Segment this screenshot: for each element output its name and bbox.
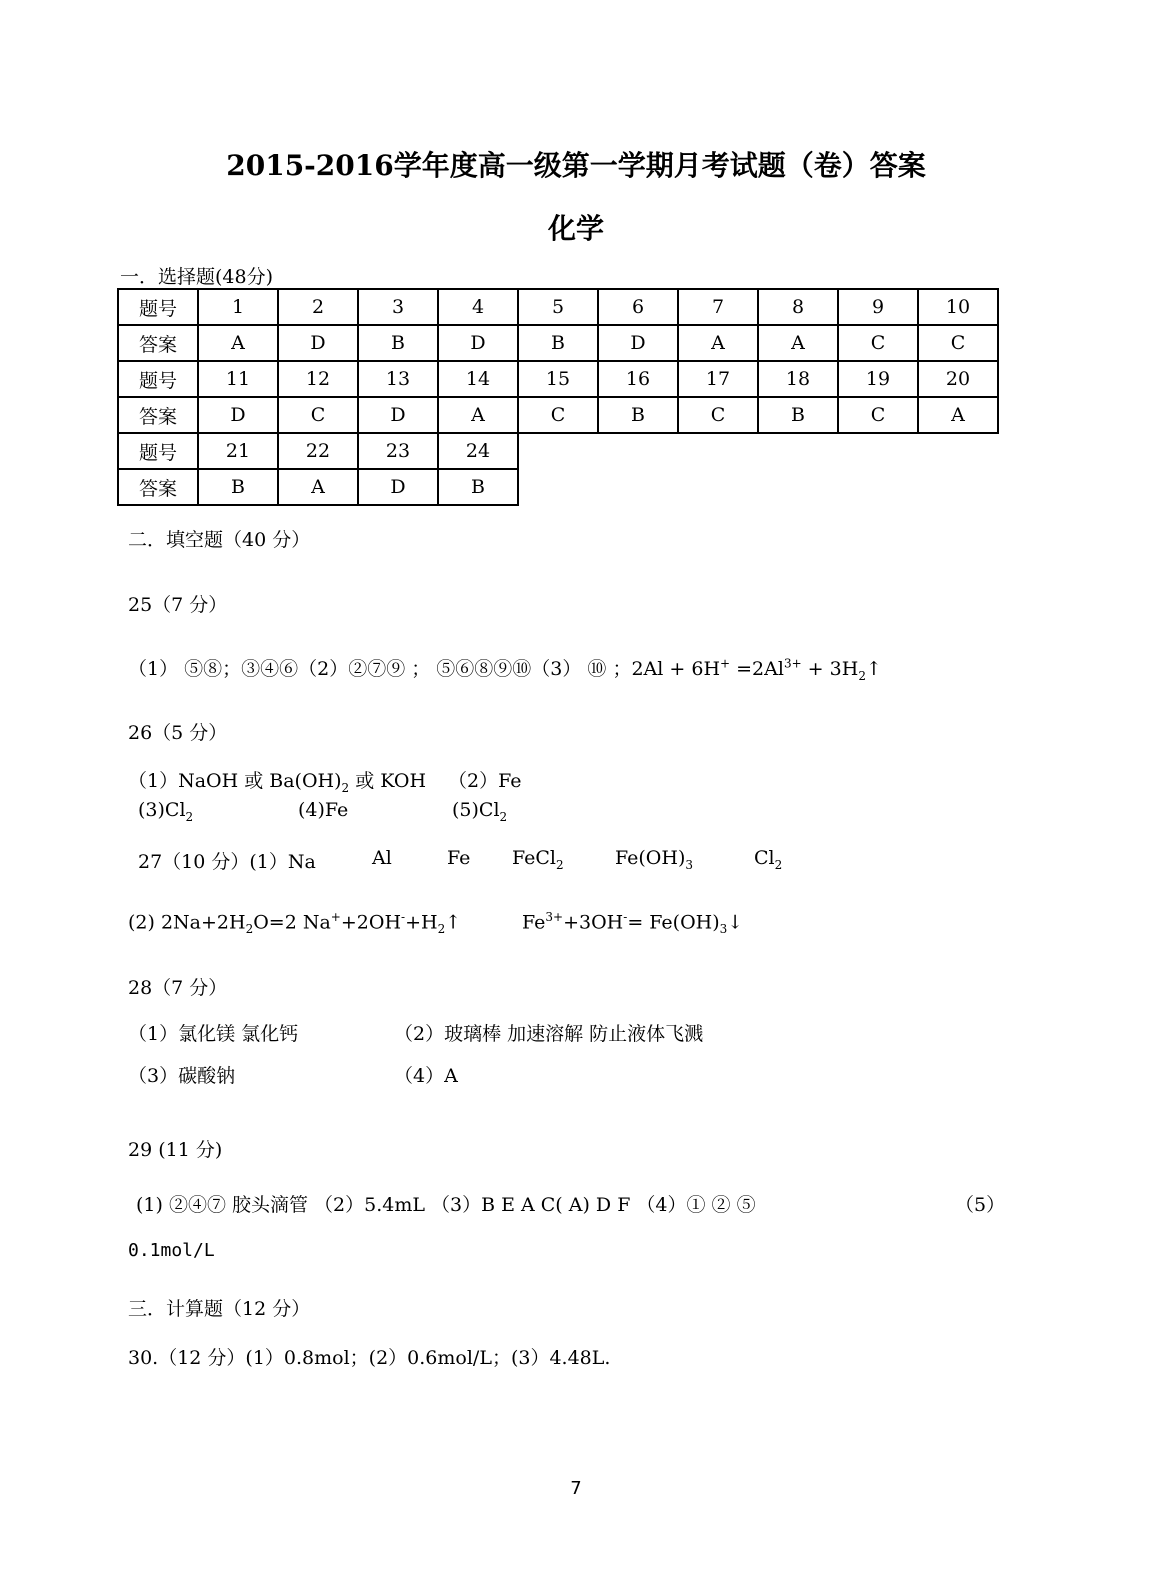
eq-part: +H bbox=[405, 911, 438, 934]
eq-part: O=2 Na bbox=[253, 911, 331, 934]
table-row bbox=[118, 433, 998, 469]
question-number: 9 bbox=[838, 289, 918, 325]
q29-label: 29 (11 分) bbox=[128, 1139, 223, 1161]
row-label-question: 题号 bbox=[118, 289, 198, 325]
page-number: 7 bbox=[570, 1478, 582, 1499]
answer-cell: B bbox=[198, 469, 278, 505]
q25-answer-part: （1） ⑤⑧；③④⑥（2）②⑦⑨ ； ⑤⑥⑧⑨⑩（3） ⑩ ；2Al + 6H bbox=[128, 658, 721, 680]
eq-part: ↓ bbox=[727, 911, 744, 934]
question-number: 24 bbox=[438, 433, 518, 469]
table-row bbox=[118, 361, 998, 397]
section2-heading: 二．填空题（40 分） bbox=[128, 529, 311, 551]
q30-answer: 30.（12 分）(1）0.8mol；(2）0.6mol/L；(3）4.48L. bbox=[128, 1347, 611, 1369]
row-label-answer: 答案 bbox=[118, 469, 198, 505]
row-label-question: 题号 bbox=[118, 361, 198, 397]
q28-answer-4: （4）A bbox=[394, 1065, 458, 1087]
answer-cell: B bbox=[598, 397, 678, 433]
eq-part: +3OH bbox=[563, 911, 624, 934]
q25-answer-part: + 3H bbox=[801, 658, 859, 680]
subscript: 3 bbox=[685, 857, 693, 872]
q27-fe: Fe bbox=[447, 847, 471, 869]
superscript: 3+ bbox=[783, 656, 802, 671]
q27-fecl2 bbox=[512, 847, 564, 872]
question-number: 6 bbox=[598, 289, 678, 325]
question-number: 14 bbox=[438, 361, 518, 397]
row-label-answer: 答案 bbox=[118, 325, 198, 361]
superscript: 3+ bbox=[545, 910, 564, 924]
subscript: 2 bbox=[774, 857, 783, 872]
answer-cell: A bbox=[198, 325, 278, 361]
question-number: 15 bbox=[518, 361, 598, 397]
question-number: 1 bbox=[198, 289, 278, 325]
answer-cell: D bbox=[358, 469, 438, 505]
q29-answer-5-value: 0.1mol/L bbox=[128, 1240, 215, 1261]
subscript: 2 bbox=[437, 922, 446, 937]
q29-answer-line: (1) ②④⑦ 胶头滴管 （2）5.4mL （3）B E A C( A) D F （4）① ② ⑤ bbox=[136, 1194, 756, 1216]
empty-cell bbox=[918, 433, 998, 469]
answer-cell: B bbox=[438, 469, 518, 505]
answer-table bbox=[117, 288, 999, 506]
q26-answer-4: (4)Fe bbox=[298, 799, 349, 821]
answer-cell: D bbox=[198, 397, 278, 433]
q26-answer-3 bbox=[138, 799, 193, 824]
superscript: + bbox=[330, 910, 341, 924]
question-number: 8 bbox=[758, 289, 838, 325]
q25-answer-part: ↑ bbox=[865, 658, 882, 680]
empty-cell bbox=[518, 469, 598, 505]
answer-cell: B bbox=[758, 397, 838, 433]
question-number: 10 bbox=[918, 289, 998, 325]
q28-answer-1: （1）氯化镁 氯化钙 bbox=[128, 1023, 299, 1045]
answer-cell: C bbox=[838, 325, 918, 361]
answer-cell: C bbox=[838, 397, 918, 433]
empty-cell bbox=[678, 469, 758, 505]
answer-cell: A bbox=[758, 325, 838, 361]
superscript: - bbox=[401, 910, 406, 924]
question-number: 19 bbox=[838, 361, 918, 397]
q26-answer-1: （1）NaOH 或 Ba(OH) bbox=[128, 770, 342, 792]
q27-equation-1 bbox=[128, 910, 461, 936]
section1-heading: 一．选择题(48分) bbox=[120, 266, 274, 288]
q27-feoh3 bbox=[615, 847, 693, 872]
eq-part: Fe bbox=[522, 911, 546, 934]
q26-answer-5 bbox=[452, 799, 507, 824]
subscript: 2 bbox=[341, 780, 350, 795]
table-row bbox=[118, 289, 998, 325]
q27-label: 27（10 分）(1）Na bbox=[138, 851, 316, 873]
answer-cell: A bbox=[678, 325, 758, 361]
q25-answer bbox=[128, 654, 882, 683]
subscript: 3 bbox=[719, 922, 728, 937]
answer-cell: D bbox=[358, 397, 438, 433]
question-number: 4 bbox=[438, 289, 518, 325]
q28-label: 28（7 分） bbox=[128, 977, 228, 999]
table-row bbox=[118, 325, 998, 361]
question-number: 13 bbox=[358, 361, 438, 397]
table-row bbox=[118, 469, 998, 505]
q28-answer-3: （3）碳酸钠 bbox=[128, 1065, 236, 1087]
question-number: 11 bbox=[198, 361, 278, 397]
q25-label: 25（7 分） bbox=[128, 594, 228, 616]
superscript: + bbox=[720, 656, 731, 671]
eq-part: (2) 2Na+2H bbox=[128, 911, 246, 934]
table-row bbox=[118, 397, 998, 433]
question-number: 2 bbox=[278, 289, 358, 325]
row-label-answer: 答案 bbox=[118, 397, 198, 433]
empty-cell bbox=[598, 469, 678, 505]
empty-cell bbox=[518, 433, 598, 469]
q27-equation-2 bbox=[522, 910, 743, 936]
answer-cell: D bbox=[598, 325, 678, 361]
empty-cell bbox=[758, 433, 838, 469]
eq-part: = Fe(OH) bbox=[627, 911, 720, 934]
q28-answer-2: （2）玻璃棒 加速溶解 防止液体飞溅 bbox=[394, 1023, 704, 1045]
question-number: 18 bbox=[758, 361, 838, 397]
question-number: 3 bbox=[358, 289, 438, 325]
q27-cl2 bbox=[754, 847, 782, 872]
subscript: 2 bbox=[556, 857, 564, 872]
question-number: 22 bbox=[278, 433, 358, 469]
question-number: 21 bbox=[198, 433, 278, 469]
subscript: 2 bbox=[185, 809, 194, 824]
answer-cell: C bbox=[678, 397, 758, 433]
answer-cell: A bbox=[918, 397, 998, 433]
eq-part: ↑ bbox=[445, 911, 462, 934]
question-number: 20 bbox=[918, 361, 998, 397]
question-number: 7 bbox=[678, 289, 758, 325]
subscript: 2 bbox=[858, 668, 866, 683]
empty-cell bbox=[598, 433, 678, 469]
q25-answer-part: =2Al bbox=[730, 658, 784, 680]
q26-line1 bbox=[128, 766, 426, 795]
answer-cell: B bbox=[518, 325, 598, 361]
subject-heading: 化学 bbox=[547, 212, 604, 245]
q26-answer-1b: 或 KOH bbox=[349, 770, 427, 792]
section3-heading: 三．计算题（12 分） bbox=[128, 1298, 311, 1320]
q27-cl2-text: Cl bbox=[754, 847, 775, 869]
q27-feoh3-text: Fe(OH) bbox=[615, 847, 686, 869]
subscript: 2 bbox=[499, 809, 508, 824]
question-number: 5 bbox=[518, 289, 598, 325]
q26-answer-5-text: (5)Cl bbox=[452, 799, 500, 821]
empty-cell bbox=[838, 433, 918, 469]
q26-answer-3-text: (3)Cl bbox=[138, 799, 186, 821]
q27-al: Al bbox=[372, 847, 392, 869]
question-number: 16 bbox=[598, 361, 678, 397]
answer-cell: C bbox=[518, 397, 598, 433]
answer-cell: A bbox=[278, 469, 358, 505]
row-label-question: 题号 bbox=[118, 433, 198, 469]
answer-cell: D bbox=[438, 325, 518, 361]
page-title: 2015-2016学年度高一级第一学期月考试题（卷）答案 bbox=[226, 149, 926, 182]
eq-part: +2OH bbox=[340, 911, 402, 934]
q27-fecl2-text: FeCl bbox=[512, 847, 557, 869]
empty-cell bbox=[758, 469, 838, 505]
answer-cell: A bbox=[438, 397, 518, 433]
answer-cell: C bbox=[918, 325, 998, 361]
answer-cell: B bbox=[358, 325, 438, 361]
q26-answer-2: （2）Fe bbox=[448, 770, 522, 792]
question-number: 12 bbox=[278, 361, 358, 397]
q26-label: 26（5 分） bbox=[128, 722, 228, 744]
answer-cell: D bbox=[278, 325, 358, 361]
empty-cell bbox=[838, 469, 918, 505]
empty-cell bbox=[918, 469, 998, 505]
answer-cell: C bbox=[278, 397, 358, 433]
q29-answer-5-label: （5） bbox=[955, 1194, 1006, 1216]
question-number: 17 bbox=[678, 361, 758, 397]
empty-cell bbox=[678, 433, 758, 469]
subscript: 2 bbox=[245, 922, 254, 937]
question-number: 23 bbox=[358, 433, 438, 469]
superscript: - bbox=[623, 910, 628, 924]
